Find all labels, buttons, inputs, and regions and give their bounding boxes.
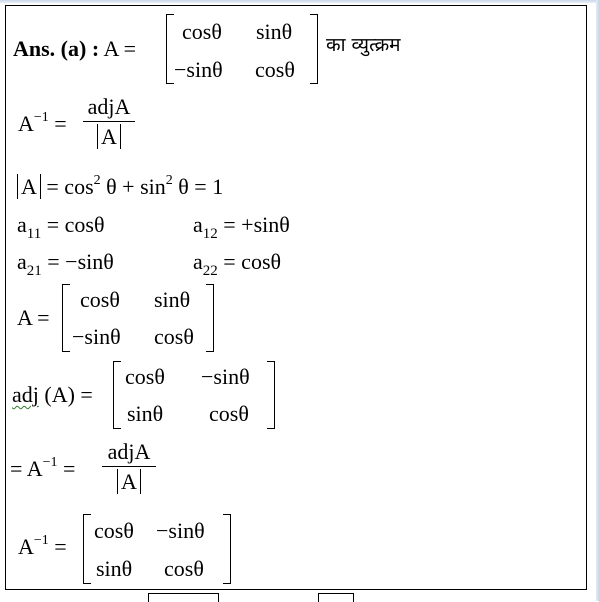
fraction-bar (102, 466, 156, 467)
matrix-cell: cosθ (255, 57, 295, 82)
determinant-text: θ + sin (100, 174, 166, 199)
left-bracket (83, 514, 91, 584)
matrix-cell: cosθ (80, 287, 120, 312)
left-bracket (166, 14, 174, 84)
fraction-bar (83, 121, 135, 122)
adj-word: adj (12, 382, 39, 407)
matrix-cell: −sinθ (201, 364, 250, 389)
symbol-a: = A (10, 456, 43, 481)
right-bracket (310, 14, 318, 84)
right-bracket (267, 361, 275, 429)
matrix-cell: sinθ (127, 401, 164, 426)
fraction-numerator: adjA (87, 94, 131, 119)
equals-sign: = (63, 456, 76, 481)
cofactor-subscript: 22 (202, 263, 218, 279)
symbol-a: A (18, 534, 34, 559)
exponent: −1 (33, 110, 49, 125)
matrix-a-repeat (62, 284, 214, 352)
inverse-formula-fraction (83, 96, 135, 148)
matrix-cell: sinθ (96, 556, 133, 581)
fraction-denominator: A (117, 469, 141, 494)
equals-sign: = (54, 534, 67, 559)
determinant-symbol: A (17, 174, 41, 199)
cofactor-base: a (193, 212, 203, 237)
inverse-final-matrix (83, 514, 231, 584)
matrix-cell: cosθ (154, 324, 194, 349)
determinant-line (17, 173, 224, 199)
matrix-cell: −sinθ (72, 324, 121, 349)
cofactor-subscript: 12 (202, 226, 218, 242)
inverse-final-lhs (18, 533, 67, 559)
cofactor-value: = +sinθ (217, 212, 290, 237)
exponent: −1 (42, 455, 58, 470)
cofactor-a21 (17, 249, 114, 279)
cofactor-base: a (193, 249, 203, 274)
equals-sign: = (54, 111, 67, 136)
determinant-text: = cos (46, 174, 94, 199)
matrix-a-definition (166, 14, 318, 84)
matrix-cell: cosθ (125, 364, 165, 389)
cofactor-value: = −sinθ (41, 249, 114, 274)
cofactor-subscript: 11 (26, 226, 42, 242)
right-bracket (206, 284, 214, 352)
cofactor-subscript: 21 (26, 263, 42, 279)
cofactor-a22 (193, 249, 282, 279)
matrix-cell: cosθ (182, 19, 222, 44)
cofactor-value: = cosθ (217, 249, 282, 274)
matrix-a-repeat-lhs: A = (17, 305, 50, 330)
hindi-text: का व्युत्क्रम (326, 34, 401, 56)
right-bracket (223, 514, 231, 584)
left-bracket (113, 361, 121, 429)
matrix-cell: −sinθ (156, 518, 205, 543)
fraction-denominator: A (97, 124, 121, 149)
matrix-cell: cosθ (209, 401, 249, 426)
exponent: 2 (165, 173, 173, 188)
answer-label: Ans. (a) : (13, 36, 100, 61)
adjoint-lhs (12, 384, 93, 406)
cofactor-value: = cosθ (41, 212, 105, 237)
matrix-cell: sinθ (256, 19, 293, 44)
cofactor-a12 (193, 212, 290, 242)
matrix-a-lhs: A = (103, 36, 137, 61)
exponent: −1 (33, 533, 49, 548)
cofactor-base: a (17, 212, 27, 237)
inverse-result-fraction (102, 441, 156, 493)
matrix-cell: cosθ (94, 518, 134, 543)
cofactor-a11 (17, 212, 105, 242)
matrix-cell: −sinθ (174, 57, 223, 82)
left-bracket (62, 284, 70, 352)
matrix-cell: cosθ (164, 556, 204, 581)
symbol-a: A (18, 111, 34, 136)
inverse-result-lhs (10, 455, 76, 481)
cofactor-base: a (17, 249, 27, 274)
window-top-edge (0, 0, 599, 3)
determinant-text: θ = 1 (172, 174, 224, 199)
adjoint-matrix (113, 361, 275, 429)
matrix-cell: sinθ (154, 287, 191, 312)
answer-label-line (13, 38, 136, 60)
fraction-numerator: adjA (107, 439, 151, 464)
exponent: 2 (93, 173, 101, 188)
adjoint-argument: (A) = (38, 382, 93, 407)
inverse-formula-lhs (18, 110, 67, 136)
